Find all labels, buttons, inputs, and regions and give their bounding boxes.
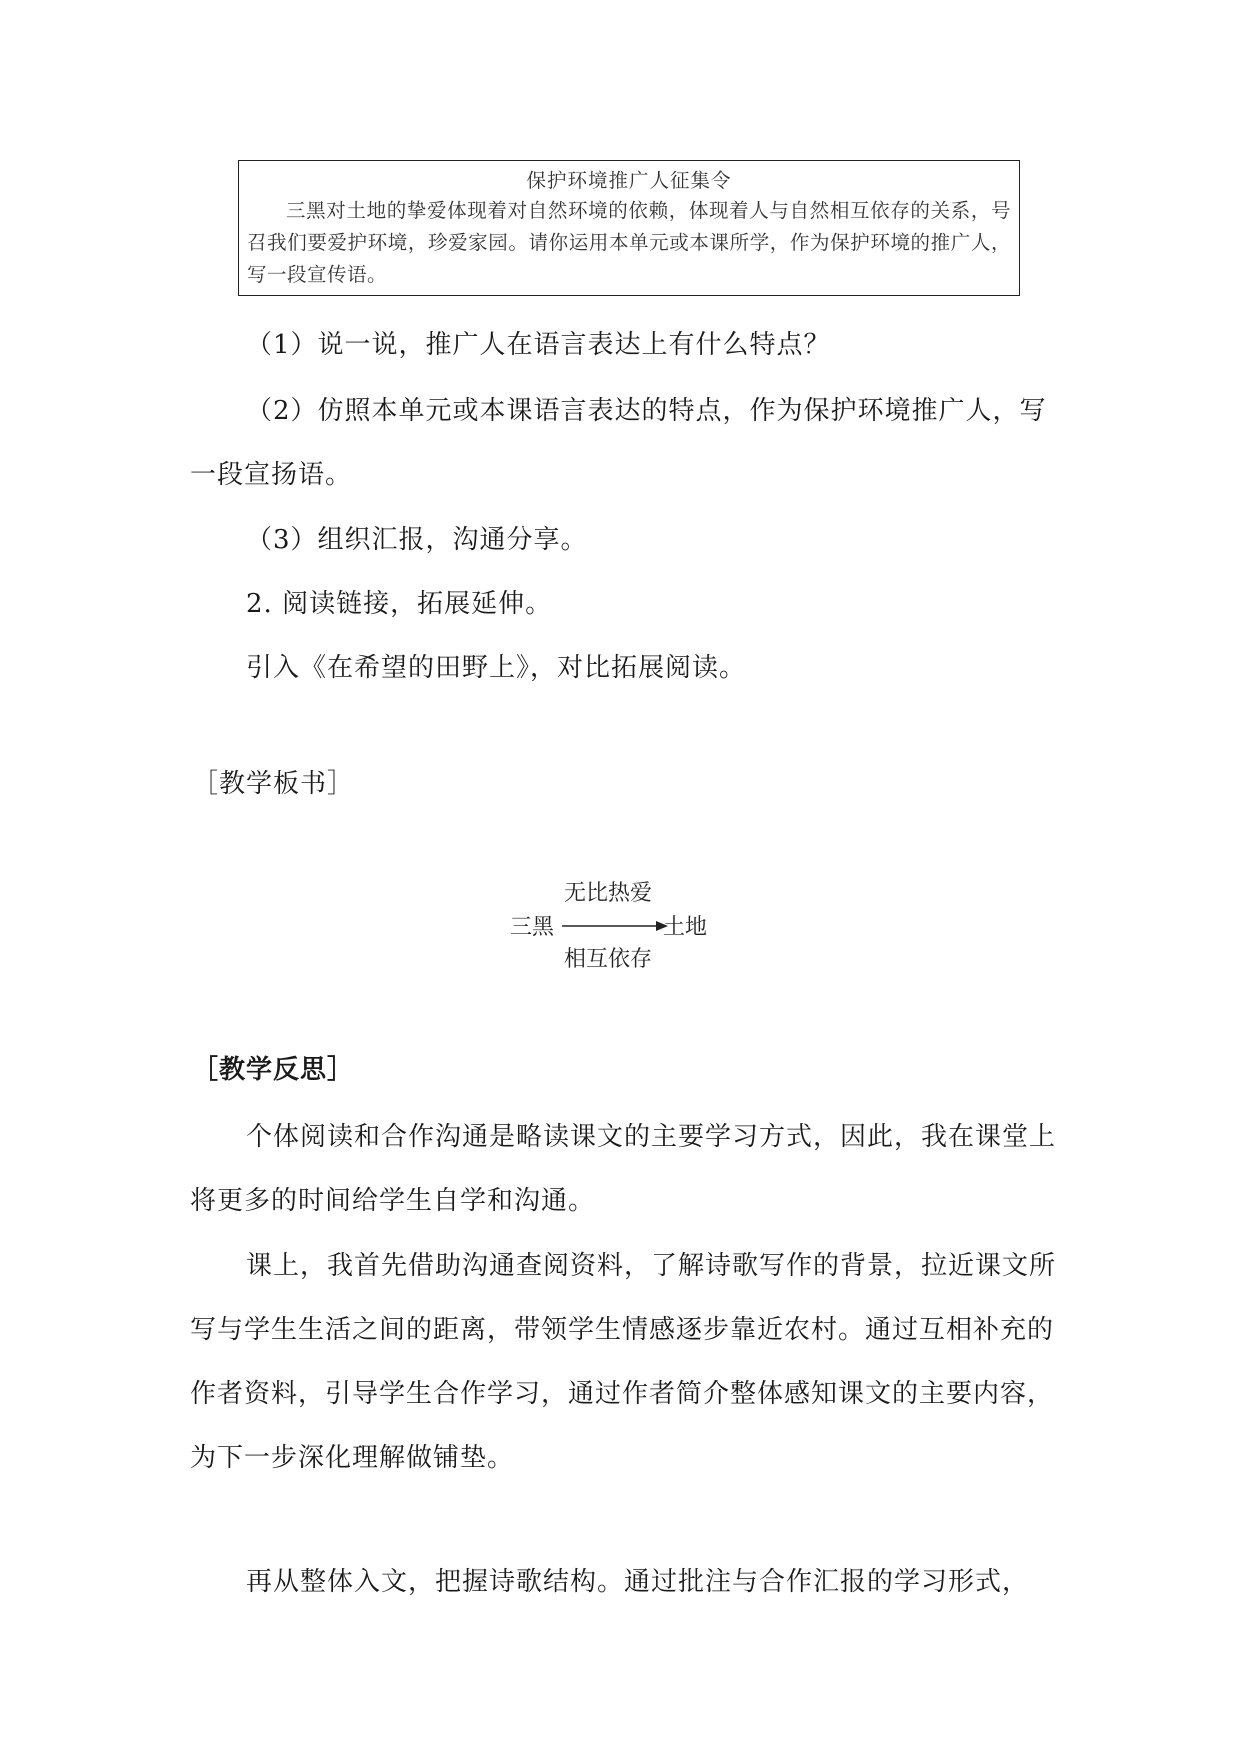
diagram-arrow-icon: [560, 916, 670, 936]
reflection-heading: ［教学反思］: [192, 1055, 355, 1085]
diagram-right-label: 土地: [663, 915, 708, 940]
notice-title: 保护环境推广人征集令: [526, 169, 732, 192]
reflection-paragraph-2: 课上，我首先借助沟通查阅资料，了解诗歌写作的背景，拉近课文所写与学生生活之间的距离，带领学生情感逐步靠近农村。通过互相补充的作者资料，引导学生合作学习，通过作者简介整体感知课文的主要内容，为下一步深化理解做铺垫。: [190, 1251, 1057, 1473]
task-item-2-detail: 引入《在希望的田野上》，对比拓展阅读。: [246, 653, 747, 683]
diagram-left-label: 三黑: [510, 915, 555, 940]
task-question-2: （2）仿照本单元或本课语言表达的特点，作为保护环境推广人，写一段宣扬语。: [190, 396, 1047, 490]
reflection-paragraph-1: 个体阅读和合作沟通是略读课文的主要学习方式，因此，我在课堂上将更多的时间给学生自学和沟通。: [190, 1122, 1057, 1216]
board-heading: ［教学板书］: [192, 769, 355, 799]
board-diagram: [500, 876, 740, 976]
task-item-2: 2. 阅读链接，拓展延伸。: [246, 589, 553, 619]
task-question-3: （3）组织汇报，沟通分享。: [246, 525, 588, 555]
notice-body: 三黑对土地的挚爱体现着对自然环境的依赖，体现着人与自然相互依存的关系，号召我们要爱护环境，珍爱家园。请你运用本单元或本课所学，作为保护环境的推广人，写一段宣传语。: [247, 199, 1011, 286]
task-question-1: （1）说一说，推广人在语言表达上有什么特点？: [246, 330, 831, 360]
reflection-paragraph-3: 再从整体入文，把握诗歌结构。通过批注与合作汇报的学习形式，: [246, 1567, 1030, 1597]
notice-box: [238, 160, 1020, 296]
diagram-bottom-label: 相互依存: [564, 947, 653, 972]
diagram-top-label: 无比热爱: [564, 881, 653, 906]
